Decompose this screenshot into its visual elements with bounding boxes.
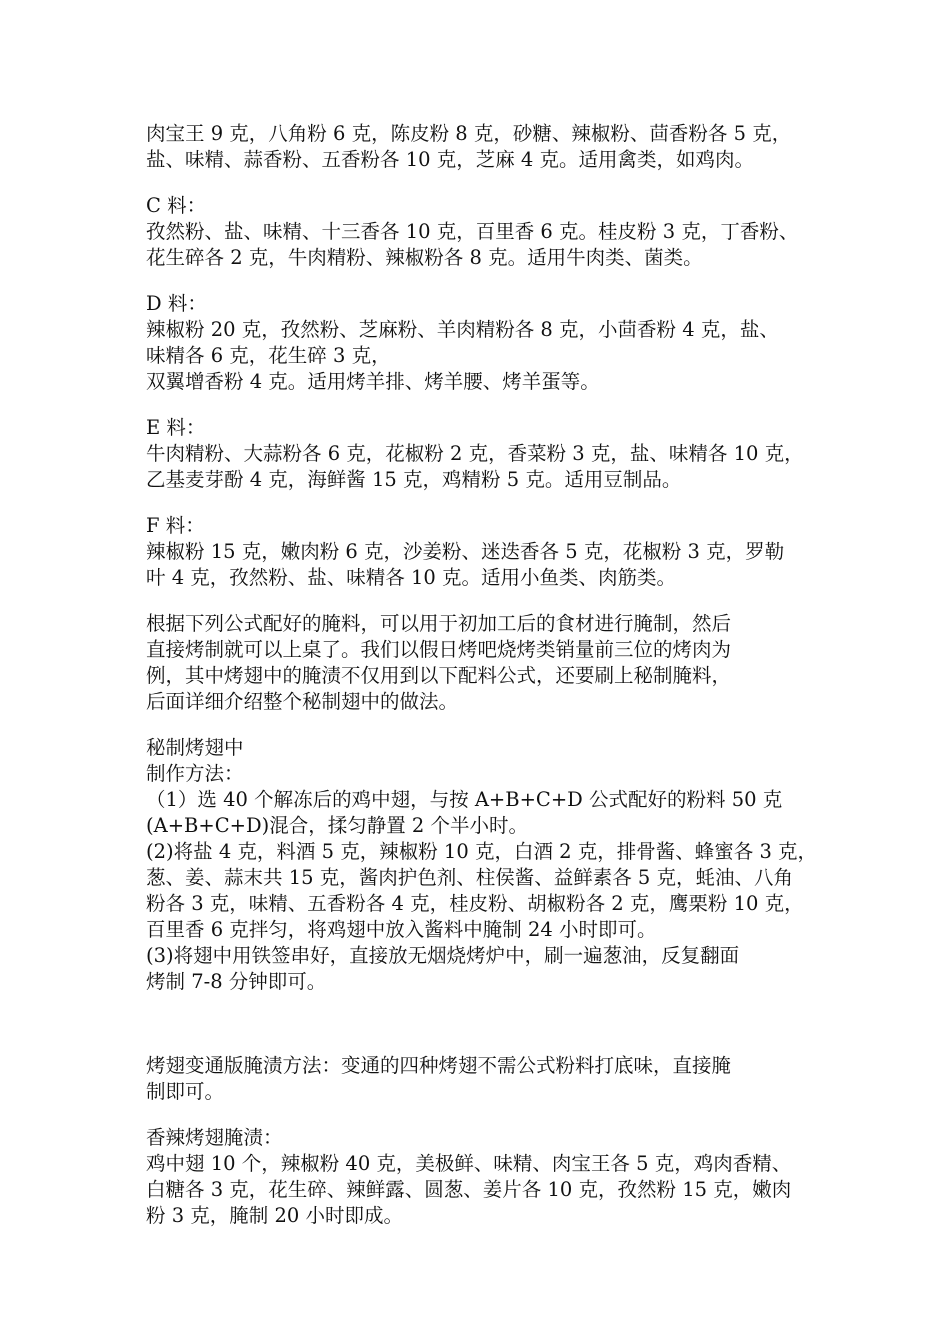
paragraph bbox=[146, 1125, 816, 1229]
paragraph-gap bbox=[146, 1105, 816, 1125]
paragraph-gap bbox=[146, 395, 816, 415]
paragraph-gap bbox=[146, 493, 816, 513]
paragraph bbox=[146, 513, 816, 591]
text-line: 百里香 6 克拌匀，将鸡翅中放入酱料中腌制 24 小时即可。 bbox=[146, 918, 657, 941]
paragraph bbox=[146, 735, 816, 995]
text-line: 盐、味精、蒜香粉、五香粉各 10 克，芝麻 4 克。适用禽类，如鸡肉。 bbox=[146, 148, 755, 171]
text-line: 双翼增香粉 4 克。适用烤羊排、烤羊腰、烤羊蛋等。 bbox=[146, 370, 600, 393]
text-line: 葱、姜、蒜末共 15 克，酱肉护色剂、柱侯酱、益鲜素各 5 克，蚝油、八角 bbox=[146, 866, 794, 889]
text-line: (3)将翅中用铁签串好，直接放无烟烧烤炉中，刷一遍葱油，反复翻面 bbox=[146, 944, 740, 967]
text-line: 鸡中翅 10 个，辣椒粉 40 克，美极鲜、味精、肉宝王各 5 克，鸡肉香精、 bbox=[146, 1152, 792, 1175]
paragraph bbox=[146, 415, 816, 493]
text-line: 味精各 6 克，花生碎 3 克， bbox=[146, 344, 391, 367]
text-line: 孜然粉、盐、味精、十三香各 10 克，百里香 6 克。桂皮粉 3 克，丁香粉、 bbox=[146, 220, 799, 243]
text-line: E 料： bbox=[146, 416, 206, 439]
text-line: 制作方法： bbox=[146, 762, 244, 785]
text-line: D 料： bbox=[146, 292, 207, 315]
paragraph bbox=[146, 611, 816, 715]
text-line: 辣椒粉 20 克，孜然粉、芝麻粉、羊肉精粉各 8 克，小茴香粉 4 克，盐、 bbox=[146, 318, 779, 341]
text-line: 根据下列公式配好的腌料，可以用于初加工后的食材进行腌制，然后 bbox=[146, 612, 732, 635]
text-line: （1）选 40 个解冻后的鸡中翅，与按 A+B+C+D 公式配好的粉料 50 克 bbox=[146, 788, 783, 811]
text-line: 牛肉精粉、大蒜粉各 6 克，花椒粉 2 克，香菜粉 3 克，盐、味精各 10 克， bbox=[146, 442, 804, 465]
text-line: 肉宝王 9 克，八角粉 6 克，陈皮粉 8 克，砂糖、辣椒粉、茴香粉各 5 克， bbox=[146, 122, 792, 145]
text-line: 秘制烤翅中 bbox=[146, 736, 244, 759]
paragraph-gap bbox=[146, 715, 816, 735]
paragraph bbox=[146, 121, 816, 173]
paragraph-gap bbox=[146, 591, 816, 611]
text-line: C 料： bbox=[146, 194, 207, 217]
paragraph bbox=[146, 291, 816, 395]
text-line: 后面详细介绍整个秘制翅中的做法。 bbox=[146, 690, 459, 713]
text-line: 粉各 3 克，味精、五香粉各 4 克，桂皮粉、胡椒粉各 2 克，鹰栗粉 10 克， bbox=[146, 892, 804, 915]
text-line: (2)将盐 4 克，料酒 5 克，辣椒粉 10 克，白酒 2 克，排骨酱、蜂蜜各 3 克， bbox=[146, 840, 818, 863]
text-line: 制即可。 bbox=[146, 1080, 225, 1103]
text-line: 白糖各 3 克，花生碎、辣鲜露、圆葱、姜片各 10 克，孜然粉 15 克，嫩肉 bbox=[146, 1178, 792, 1201]
text-line: (A+B+C+D)混合，揉匀静置 2 个半小时。 bbox=[146, 814, 529, 837]
paragraph-gap bbox=[146, 995, 816, 1053]
text-line: 香辣烤翅腌渍： bbox=[146, 1126, 283, 1149]
text-line: 烤翅变通版腌渍方法：变通的四种烤翅不需公式粉料打底味，直接腌 bbox=[146, 1054, 732, 1077]
paragraph-gap bbox=[146, 173, 816, 193]
text-line: F 料： bbox=[146, 514, 205, 537]
text-line: 粉 3 克，腌制 20 小时即成。 bbox=[146, 1204, 404, 1227]
paragraph bbox=[146, 1053, 816, 1105]
text-line: 例，其中烤翅中的腌渍不仅用到以下配料公式，还要刷上秘制腌料， bbox=[146, 664, 732, 687]
text-line: 烤制 7-8 分钟即可。 bbox=[146, 970, 327, 993]
text-line: 叶 4 克，孜然粉、盐、味精各 10 克。适用小鱼类、肉筋类。 bbox=[146, 566, 677, 589]
text-line: 乙基麦芽酚 4 克，海鲜酱 15 克，鸡精粉 5 克。适用豆制品。 bbox=[146, 468, 682, 491]
text-line: 直接烤制就可以上桌了。我们以假日烤吧烧烤类销量前三位的烤肉为 bbox=[146, 638, 732, 661]
paragraph bbox=[146, 193, 816, 271]
text-line: 辣椒粉 15 克，嫩肉粉 6 克，沙姜粉、迷迭香各 5 克，花椒粉 3 克，罗勒 bbox=[146, 540, 785, 563]
document-body bbox=[146, 121, 816, 1229]
text-line: 花生碎各 2 克，牛肉精粉、辣椒粉各 8 克。适用牛肉类、菌类。 bbox=[146, 246, 703, 269]
paragraph-gap bbox=[146, 271, 816, 291]
